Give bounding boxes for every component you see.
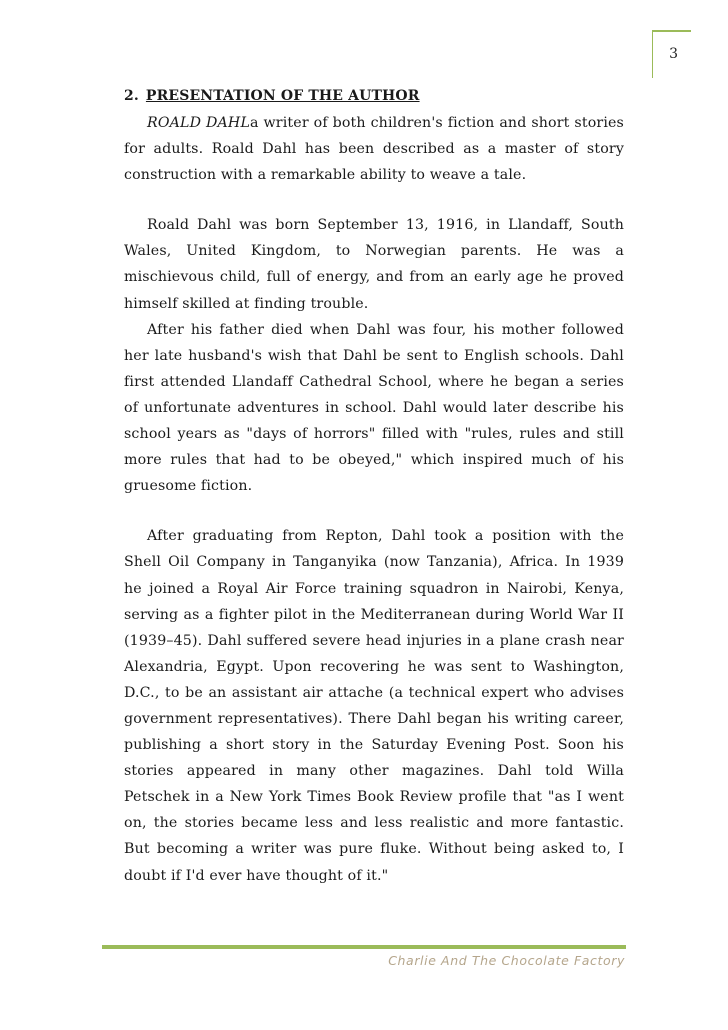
paragraph-career: After graduating from Repton, Dahl took a position with the Shell Oil Company in Tanganyika (now Tanzania), Africa. In 1939 he joined a Royal Air Force training squadron in Nairobi, Kenya, serving as a fighter pilot in the Mediterranean during World War II (1939–45). Dahl suffered severe head injuries in a plane crash near Alexandria, Egypt. Upon recovering he was sent to Washington, D.C., to be an assistant air attache (a technical expert who advises government representatives). There Dahl began his writing career, publishing a short story in the Saturday Evening Post. Soon his stories appeared in many other magazines. Dahl told Willa Petschek in a New York Times Book Review profile that "as I went on, the stories became less and less realistic and more fantastic. But becoming a writer was pure fluke. Without being asked to, I doubt if I'd ever have thought of it." — [124, 528, 624, 884]
paragraph-intro — [124, 110, 624, 188]
footer-rule — [102, 945, 626, 949]
author-name: ROALD DAHL — [147, 115, 251, 131]
page-number: 3 — [669, 46, 678, 62]
document-body — [124, 85, 624, 889]
section-heading — [124, 85, 624, 107]
paragraph-school: After his father died when Dahl was four, his mother followed her late husband's wish that Dahl be sent to English schools. Dahl first attended Llandaff Cathedral School, where he began a series of unfortunate adventures in school. Dahl would later describe his school years as "days of horrors" filled with "rules, rules and still more rules that had to be obeyed," which inspired much of his gruesome fiction. — [124, 321, 624, 495]
section-number: 2. — [124, 88, 139, 104]
paragraph-birth: Roald Dahl was born September 13, 1916, in Llandaff, South Wales, United Kingdom, to Norwegian parents. He was a mischievous child, full of energy, and from an early age he proved himself skilled at finding trouble. — [124, 217, 624, 312]
page-number-rule — [652, 30, 691, 32]
footer-title: Charlie And The Chocolate Factory — [388, 953, 625, 968]
page-number-box — [652, 30, 690, 78]
paragraph-intro-text: a writer of both children's fiction and short stories for adults. Roald Dahl has been described as a master of story construction with a remarkable ability to weave a tale. — [124, 115, 624, 184]
section-title: PRESENTATION OF THE AUTHOR — [145, 88, 420, 104]
